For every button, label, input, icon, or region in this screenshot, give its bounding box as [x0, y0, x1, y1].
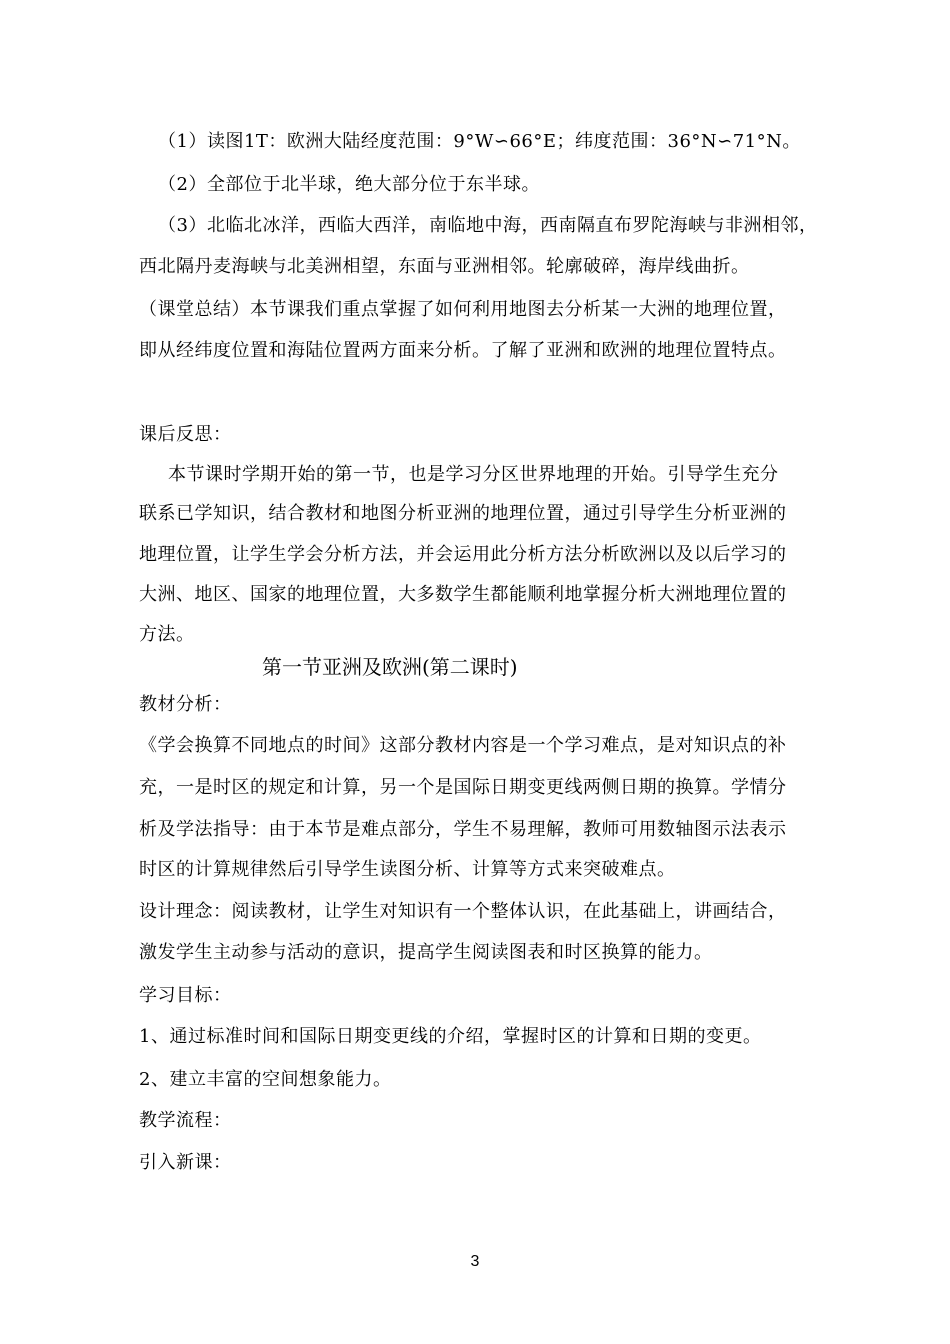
text-line: 地理位置，让学生学会分析方法，并会运用此分析方法分析欧洲以及以后学习的 — [139, 544, 787, 565]
text-line: 西北隔丹麦海峡与北美洲相望，东面与亚洲相邻。轮廓破碎，海岸线曲折。 — [139, 256, 750, 277]
text-line: （3）北临北冰洋，西临大西洋，南临地中海，西南隔直布罗陀海峡与非洲相邻， — [158, 215, 818, 236]
text-line: 析及学法指导：由于本节是难点部分，学生不易理解，教师可用数轴图示法表示 — [139, 819, 787, 840]
text-line: 时区的计算规律然后引导学生读图分析、计算等方式来突破难点。 — [139, 859, 676, 880]
text-line: 本节课时学期开始的第一节，也是学习分区世界地理的开始。引导学生充分 — [168, 464, 779, 485]
text-line: 设计理念：阅读教材，让学生对知识有一个整体认识，在此基础上，讲画结合， — [139, 901, 787, 922]
lesson-title: 第一节亚洲及欧洲(第二课时) — [262, 655, 518, 679]
section-heading-process: 教学流程： — [139, 1110, 232, 1131]
text-line: 充，一是时区的规定和计算，另一个是国际日期变更线两侧日期的换算。学情分 — [139, 777, 787, 798]
text-line: （1）读图1T：欧洲大陆经度范围：9°W∽66°E；纬度范围：36°N∽71°N。 — [158, 131, 801, 152]
section-heading-intro: 引入新课： — [139, 1152, 232, 1173]
text-line: （课堂总结）本节课我们重点掌握了如何利用地图去分析某一大洲的地理位置， — [139, 299, 787, 320]
section-heading-objectives: 学习目标： — [139, 985, 232, 1006]
list-item: 1、通过标准时间和国际日期变更线的介绍，掌握时区的计算和日期的变更。 — [139, 1026, 762, 1047]
list-item: 2、建立丰富的空间想象能力。 — [139, 1069, 392, 1090]
text-line: 方法。 — [139, 624, 195, 645]
section-heading-reflection: 课后反思： — [139, 424, 232, 445]
text-line: 《学会换算不同地点的时间》这部分教材内容是一个学习难点，是对知识点的补 — [139, 735, 787, 756]
text-line: 激发学生主动参与活动的意识，提高学生阅读图表和时区换算的能力。 — [139, 942, 713, 963]
text-line: 即从经纬度位置和海陆位置两方面来分析。了解了亚洲和欧洲的地理位置特点。 — [139, 340, 787, 361]
text-line: （2）全部位于北半球，绝大部分位于东半球。 — [158, 174, 540, 195]
page-number: 3 — [470, 1253, 480, 1270]
text-line: 联系已学知识，结合教材和地图分析亚洲的地理位置，通过引导学生分析亚洲的 — [139, 503, 787, 524]
section-heading-analysis: 教材分析： — [139, 694, 232, 715]
text-line: 大洲、地区、国家的地理位置，大多数学生都能顺利地掌握分析大洲地理位置的 — [139, 584, 787, 605]
